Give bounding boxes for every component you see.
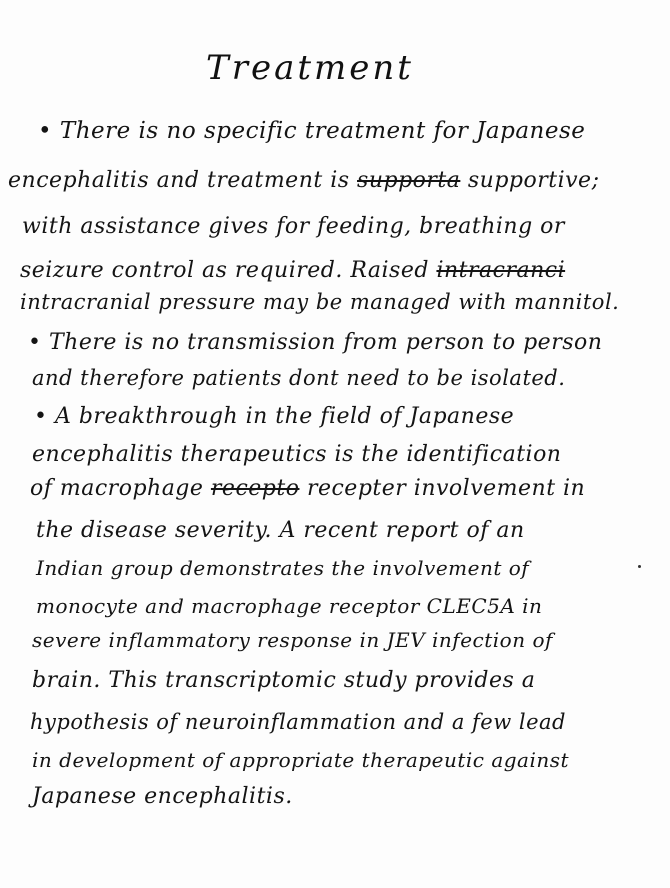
- line-text: with assistance gives for feeding, breathing or: [22, 214, 565, 239]
- text-line: [32, 628, 553, 652]
- text-line: [32, 442, 561, 467]
- text-line: [36, 556, 529, 580]
- line-text-continued: supportive;: [460, 168, 600, 193]
- line-text: and therefore patients dont need to be isolated.: [32, 366, 566, 390]
- text-line: [32, 366, 565, 390]
- text-line: [20, 258, 565, 283]
- ink-dot: [638, 565, 641, 568]
- text-line: [30, 710, 566, 734]
- crossed-out-text: intracranci: [436, 258, 566, 283]
- line-text: • There is no specific treatment for Japanese: [38, 118, 586, 144]
- text-line: [32, 748, 569, 772]
- line-text: in development of appropriate therapeutic against: [32, 748, 570, 772]
- text-line: [36, 518, 525, 543]
- line-text: • A breakthrough in the field of Japanese: [34, 404, 515, 429]
- line-text: monocyte and macrophage receptor CLEC5A in: [36, 594, 543, 618]
- crossed-out-text: supporta: [357, 168, 461, 193]
- line-text: Indian group demonstrates the involvement of: [36, 556, 530, 580]
- text-line: [36, 594, 542, 618]
- text-line: [38, 118, 585, 144]
- line-text: seizure control as required. Raised: [20, 258, 437, 283]
- line-text: of macrophage: [30, 476, 211, 501]
- text-line: [34, 404, 514, 429]
- text-line: [22, 214, 565, 239]
- crossed-out-text: recepto: [210, 476, 300, 501]
- text-line: [32, 784, 293, 809]
- text-line: [32, 668, 535, 693]
- line-text: • There is no transmission from person to person: [28, 330, 603, 355]
- line-text: encephalitis and treatment is: [8, 168, 358, 193]
- text-line: [20, 290, 619, 314]
- text-line: [28, 330, 602, 355]
- text-line: [30, 476, 585, 501]
- line-text: hypothesis of neuroinflammation and a few lead: [30, 710, 566, 734]
- page-title: Treatment: [206, 48, 414, 88]
- line-text: encephalitis therapeutics is the identification: [32, 442, 562, 467]
- line-text: the disease severity. A recent report of an: [36, 518, 525, 543]
- line-text: intracranial pressure may be managed with mannitol.: [20, 290, 620, 314]
- line-text: Japanese encephalitis.: [32, 784, 293, 809]
- line-text-continued: recepter involvement in: [299, 476, 586, 501]
- text-line: [8, 168, 600, 193]
- line-text: severe inflammatory response in JEV infection of: [32, 628, 553, 652]
- line-text: brain. This transcriptomic study provides a: [32, 668, 536, 693]
